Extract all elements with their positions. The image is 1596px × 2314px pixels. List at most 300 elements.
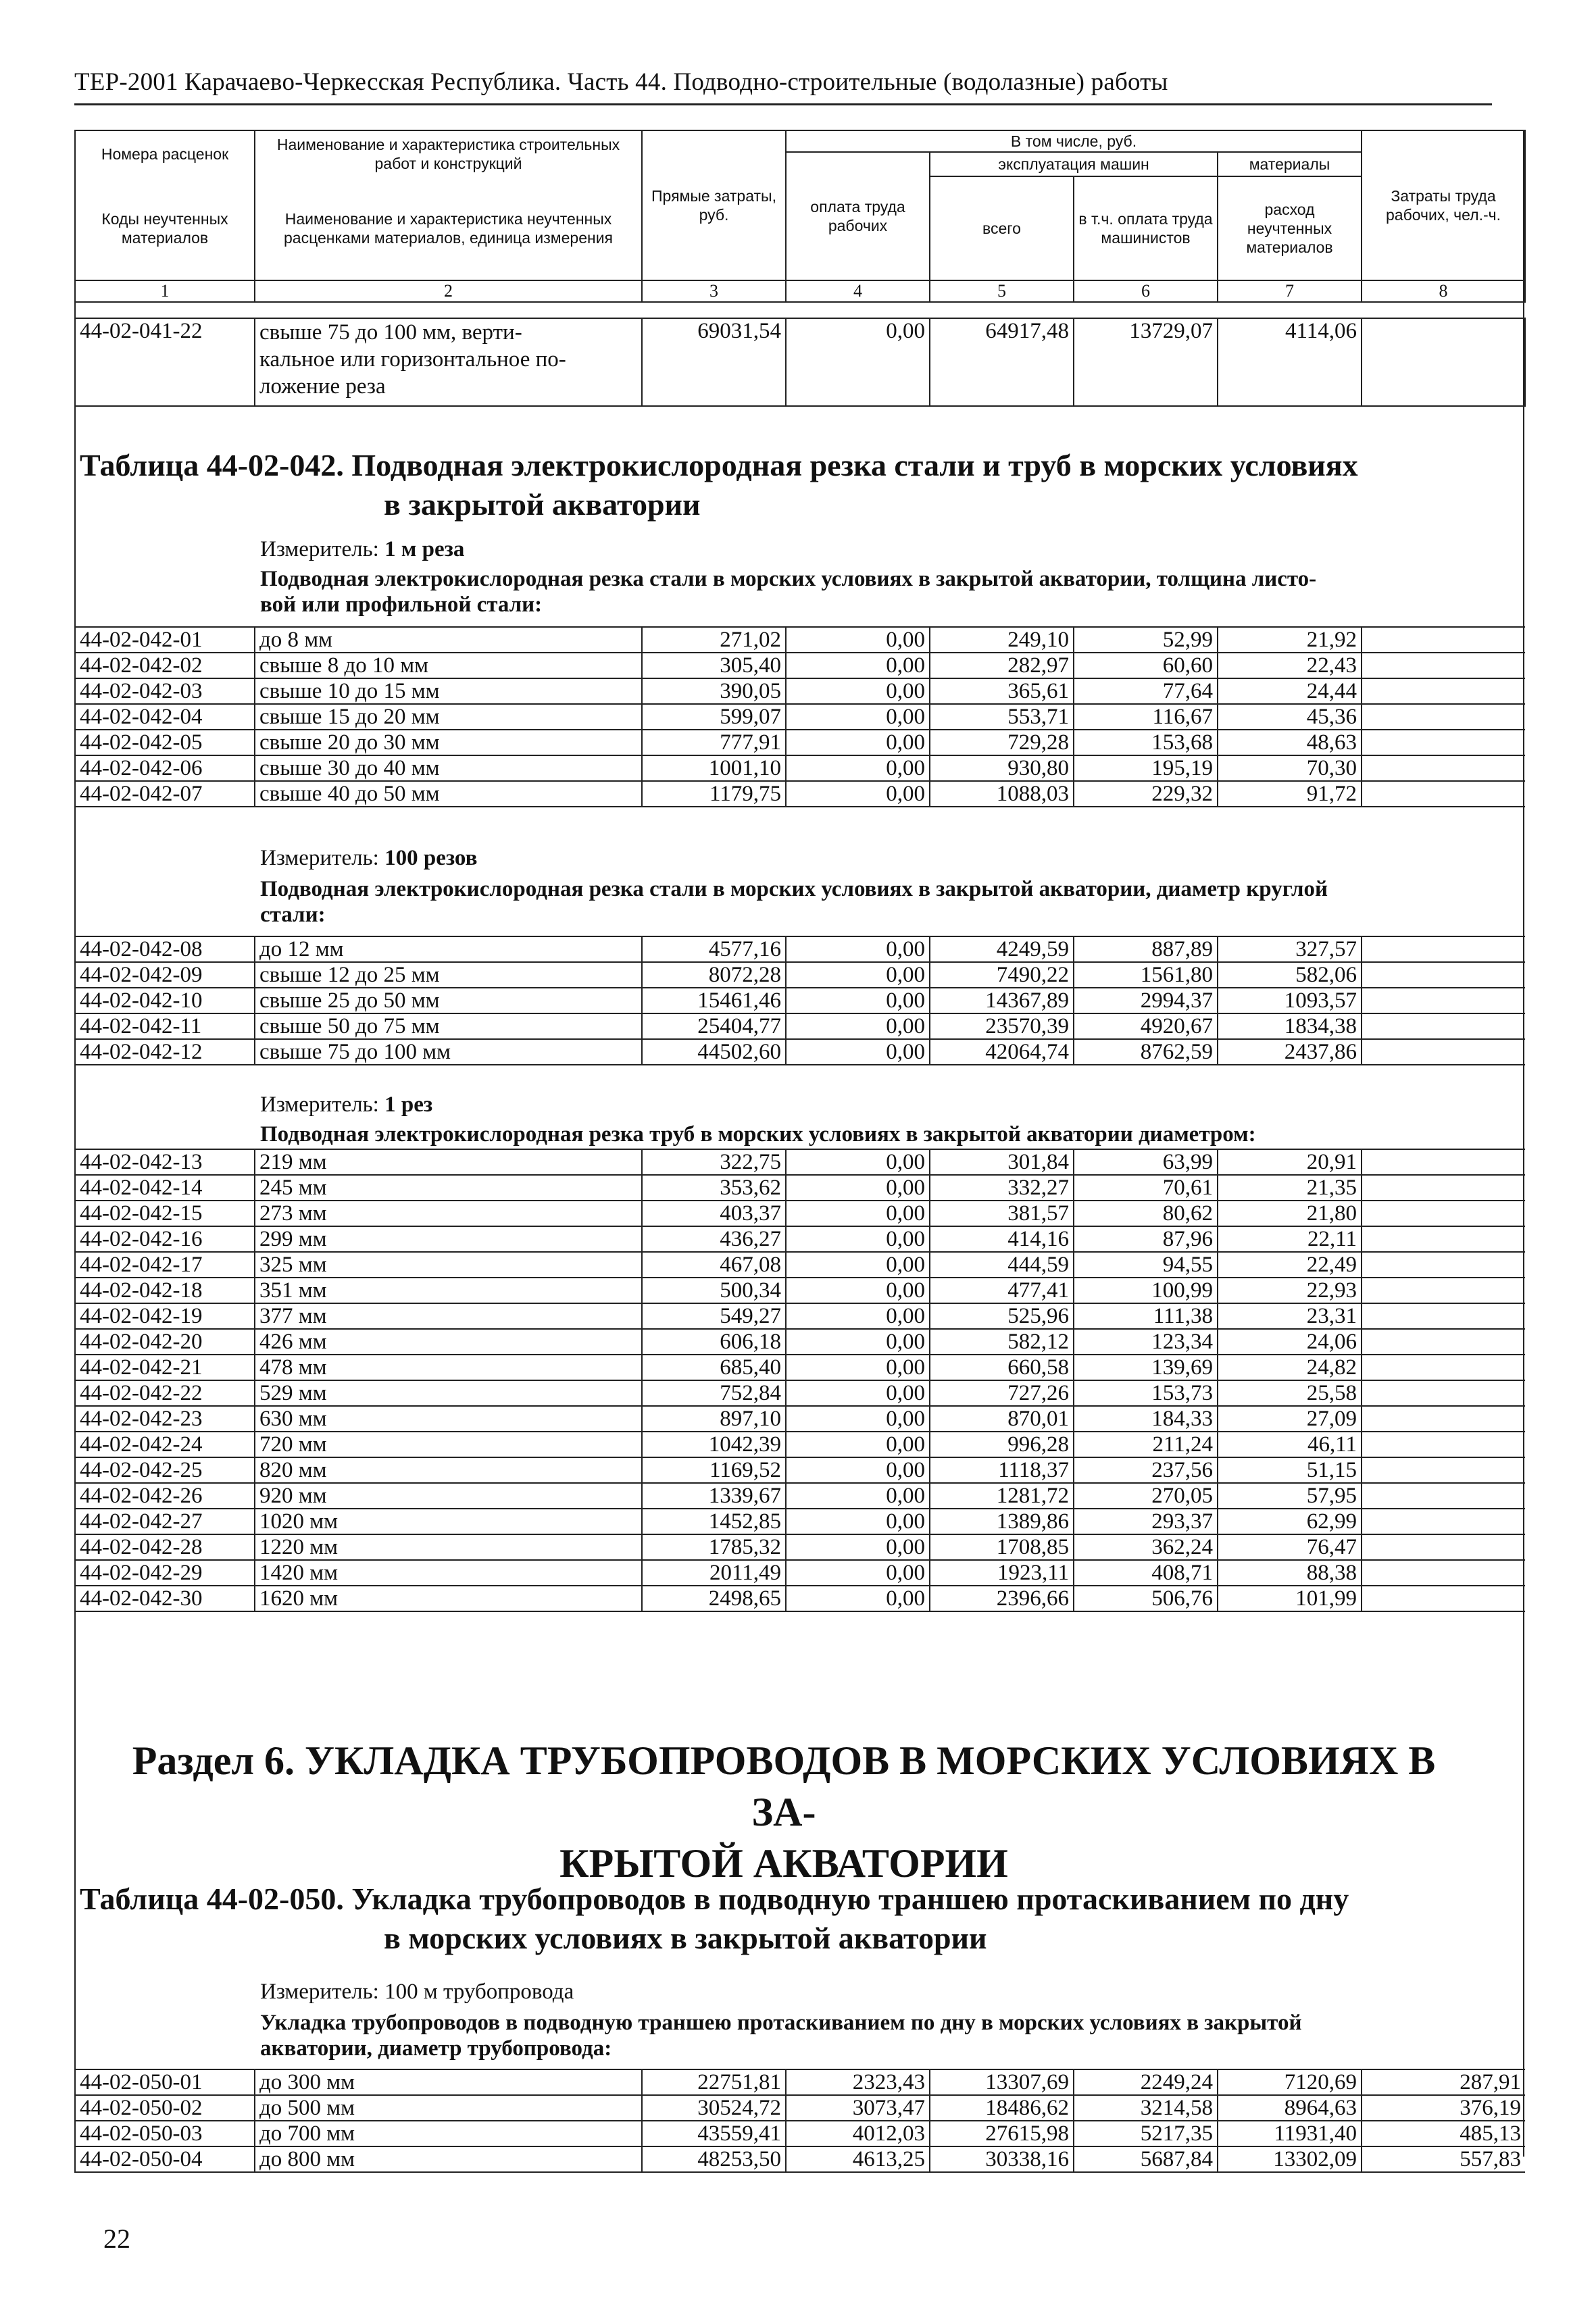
row-materials: 2437,86 xyxy=(1218,1039,1362,1065)
row-worker-pay: 0,00 xyxy=(786,1303,930,1329)
row-direct-costs: 1452,85 xyxy=(642,1509,786,1534)
unit-value: 1 рез xyxy=(384,1092,433,1117)
header-direct-costs: Прямые затраты, руб. xyxy=(642,130,786,280)
table-row xyxy=(75,1013,1525,1039)
row-labor-hours xyxy=(1362,653,1525,678)
row-materials: 21,80 xyxy=(1218,1201,1362,1226)
row-labor-hours xyxy=(1362,627,1525,653)
row-materials: 22,49 xyxy=(1218,1252,1362,1278)
row-machinist-pay: 229,32 xyxy=(1074,781,1218,807)
row-materials: 22,93 xyxy=(1218,1278,1362,1303)
unit-line xyxy=(260,846,1476,871)
row-machines-total: 729,28 xyxy=(930,730,1074,755)
row-name: свыше 50 до 75 мм xyxy=(255,1013,642,1039)
row-machines-total: 381,57 xyxy=(930,1201,1074,1226)
row-name: свыше 8 до 10 мм xyxy=(255,653,642,678)
row-materials: 88,38 xyxy=(1218,1560,1362,1586)
row-machines-total: 301,84 xyxy=(930,1149,1074,1175)
table-042-group2 xyxy=(74,936,1525,1065)
row-machinist-pay: 362,24 xyxy=(1074,1534,1218,1560)
row-code: 44-02-042-24 xyxy=(75,1432,255,1457)
row-worker-pay: 0,00 xyxy=(786,1175,930,1201)
row-worker-pay: 0,00 xyxy=(786,1039,930,1065)
unit-line xyxy=(260,1092,1476,1117)
header-machines: эксплуатация машин xyxy=(930,152,1218,176)
row-direct-costs: 15461,46 xyxy=(642,988,786,1013)
row-direct-costs: 685,40 xyxy=(642,1355,786,1380)
row-code: 44-02-042-25 xyxy=(75,1457,255,1483)
row-machines-total: 1389,86 xyxy=(930,1509,1074,1534)
row-code: 44-02-042-07 xyxy=(75,781,255,807)
row-machinist-pay: 153,73 xyxy=(1074,1380,1218,1406)
table-row xyxy=(75,1252,1525,1278)
unit-label: Измеритель: xyxy=(260,846,379,870)
row-labor-hours xyxy=(1362,1226,1525,1252)
row-labor-hours: 485,13 xyxy=(1362,2121,1525,2146)
row-code: 44-02-042-03 xyxy=(75,678,255,704)
row-worker-pay: 0,00 xyxy=(786,653,930,678)
col-number: 5 xyxy=(930,280,1074,302)
header-including: В том числе, руб. xyxy=(786,130,1362,152)
col-number: 6 xyxy=(1074,280,1218,302)
row-direct-costs: 22751,81 xyxy=(642,2069,786,2095)
row-materials: 27,09 xyxy=(1218,1406,1362,1432)
row-machines-total: 30338,16 xyxy=(930,2146,1074,2172)
row-code: 44-02-042-14 xyxy=(75,1175,255,1201)
table-row xyxy=(75,704,1525,730)
row-machinist-pay: 100,99 xyxy=(1074,1278,1218,1303)
row-worker-pay: 0,00 xyxy=(786,678,930,704)
row-labor-hours xyxy=(1362,1329,1525,1355)
row-labor-hours xyxy=(1362,1013,1525,1039)
row-machines-total: 870,01 xyxy=(930,1406,1074,1432)
row-name: 1620 мм xyxy=(255,1586,642,1611)
row-name: 245 мм xyxy=(255,1175,642,1201)
desc-line1: Укладка трубопроводов в подводную траншею протаскиванием по дну в морских условиях в закрытой xyxy=(260,2011,1302,2035)
row-labor-hours xyxy=(1362,1201,1525,1226)
header-materials: материалы xyxy=(1218,152,1362,176)
row-direct-costs: 1042,39 xyxy=(642,1432,786,1457)
desc-line2: вой или профильной стали: xyxy=(260,593,543,617)
row-direct-costs: 48253,50 xyxy=(642,2146,786,2172)
row-machines-total: 365,61 xyxy=(930,678,1074,704)
row-code: 44-02-042-04 xyxy=(75,704,255,730)
row-name xyxy=(255,318,642,406)
row-code: 44-02-042-19 xyxy=(75,1303,255,1329)
row-labor-hours xyxy=(1362,730,1525,755)
row-name: до 500 мм xyxy=(255,2095,642,2121)
row-machinist-pay: 3214,58 xyxy=(1074,2095,1218,2121)
row-direct-costs: 1179,75 xyxy=(642,781,786,807)
row-labor-hours xyxy=(1362,1560,1525,1586)
row-code: 44-02-042-08 xyxy=(75,936,255,962)
row-labor-hours xyxy=(1362,1149,1525,1175)
row-direct-costs: 777,91 xyxy=(642,730,786,755)
row-labor-hours xyxy=(1362,1509,1525,1534)
row-direct-costs: 403,37 xyxy=(642,1201,786,1226)
row-code: 44-02-042-27 xyxy=(75,1509,255,1534)
row-machines-total: 27615,98 xyxy=(930,2121,1074,2146)
row-materials: 24,82 xyxy=(1218,1355,1362,1380)
col-number: 8 xyxy=(1362,280,1525,302)
row-materials: 4114,06 xyxy=(1218,318,1362,406)
row-machines-total: 582,12 xyxy=(930,1329,1074,1355)
row-worker-pay: 0,00 xyxy=(786,1226,930,1252)
row-worker-pay: 0,00 xyxy=(786,1586,930,1611)
header-name-top: Наименование и характеристика строительных работ и конструкций xyxy=(255,130,642,176)
header-machinist-pay: в т.ч. оплата труда машинистов xyxy=(1074,176,1218,280)
row-machines-total: 14367,89 xyxy=(930,988,1074,1013)
table-row xyxy=(75,1303,1525,1329)
row-machinist-pay: 13729,07 xyxy=(1074,318,1218,406)
table-row xyxy=(75,1483,1525,1509)
row-labor-hours xyxy=(1362,318,1525,406)
table-row xyxy=(75,2095,1525,2121)
row-machinist-pay: 5687,84 xyxy=(1074,2146,1218,2172)
row-direct-costs: 436,27 xyxy=(642,1226,786,1252)
row-labor-hours: 287,91 xyxy=(1362,2069,1525,2095)
row-machines-total: 7490,22 xyxy=(930,962,1074,988)
header-codes-top: Номера расценок xyxy=(75,130,255,176)
table-row xyxy=(75,1457,1525,1483)
header-labor-hours: Затраты труда рабочих, чел.-ч. xyxy=(1362,130,1525,280)
row-machines-total: 553,71 xyxy=(930,704,1074,730)
unit-line xyxy=(260,537,1476,562)
col-number: 4 xyxy=(786,280,930,302)
row-machines-total: 2396,66 xyxy=(930,1586,1074,1611)
group-description xyxy=(260,566,1524,618)
row-worker-pay: 0,00 xyxy=(786,318,930,406)
row-code: 44-02-042-29 xyxy=(75,1560,255,1586)
row-machinist-pay: 237,56 xyxy=(1074,1457,1218,1483)
row-name: свыше 12 до 25 мм xyxy=(255,962,642,988)
header-worker-pay: оплата труда рабочих xyxy=(786,152,930,280)
table-042-group3 xyxy=(74,1149,1525,1612)
row-code: 44-02-050-02 xyxy=(75,2095,255,2121)
row-machinist-pay: 60,60 xyxy=(1074,653,1218,678)
row-code: 44-02-050-03 xyxy=(75,2121,255,2146)
row-worker-pay: 0,00 xyxy=(786,1380,930,1406)
table-050-title-line1: Таблица 44-02-050. Укладка трубопроводов в подводную траншею протаскиванием по дну xyxy=(80,1882,1349,1916)
row-name: свыше 40 до 50 мм xyxy=(255,781,642,807)
table-row xyxy=(75,988,1525,1013)
row-materials: 8964,63 xyxy=(1218,2095,1362,2121)
row-code: 44-02-042-30 xyxy=(75,1586,255,1611)
row-name: до 800 мм xyxy=(255,2146,642,2172)
row-labor-hours xyxy=(1362,1457,1525,1483)
row-labor-hours xyxy=(1362,678,1525,704)
row-materials: 11931,40 xyxy=(1218,2121,1362,2146)
row-name: до 8 мм xyxy=(255,627,642,653)
row-direct-costs: 500,34 xyxy=(642,1278,786,1303)
row-worker-pay: 0,00 xyxy=(786,730,930,755)
row-machines-total: 282,97 xyxy=(930,653,1074,678)
row-direct-costs: 25404,77 xyxy=(642,1013,786,1039)
row-name: 1020 мм xyxy=(255,1509,642,1534)
row-worker-pay: 0,00 xyxy=(786,962,930,988)
row-code: 44-02-042-11 xyxy=(75,1013,255,1039)
row-machines-total: 525,96 xyxy=(930,1303,1074,1329)
row-direct-costs: 305,40 xyxy=(642,653,786,678)
row-worker-pay: 4012,03 xyxy=(786,2121,930,2146)
row-materials: 45,36 xyxy=(1218,704,1362,730)
row-name: свыше 30 до 40 мм xyxy=(255,755,642,781)
row-code: 44-02-041-22 xyxy=(75,318,255,406)
row-materials: 22,43 xyxy=(1218,653,1362,678)
row-machinist-pay: 5217,35 xyxy=(1074,2121,1218,2146)
row-machinist-pay: 2249,24 xyxy=(1074,2069,1218,2095)
table-050-title-line2: в морских условиях в закрытой акватории xyxy=(384,1921,987,1955)
row-name: 273 мм xyxy=(255,1201,642,1226)
row-machines-total: 64917,48 xyxy=(930,318,1074,406)
row-direct-costs: 322,75 xyxy=(642,1149,786,1175)
row-labor-hours xyxy=(1362,1278,1525,1303)
row-direct-costs: 2011,49 xyxy=(642,1560,786,1586)
row-machines-total: 1281,72 xyxy=(930,1483,1074,1509)
row-code: 44-02-042-26 xyxy=(75,1483,255,1509)
row-direct-costs: 467,08 xyxy=(642,1252,786,1278)
row-machines-total: 42064,74 xyxy=(930,1039,1074,1065)
desc-line2: акватории, диаметр трубопровода: xyxy=(260,2036,612,2061)
row-machinist-pay: 94,55 xyxy=(1074,1252,1218,1278)
row-name: 351 мм xyxy=(255,1278,642,1303)
row-machines-total: 332,27 xyxy=(930,1175,1074,1201)
table-row xyxy=(75,1560,1525,1586)
header-machines-total: всего xyxy=(930,176,1074,280)
row-materials: 582,06 xyxy=(1218,962,1362,988)
desc-line1: Подводная электрокислородная резка труб в морских условиях в закрытой акватории диаметром: xyxy=(260,1122,1256,1147)
row-name: 325 мм xyxy=(255,1252,642,1278)
row-materials: 22,11 xyxy=(1218,1226,1362,1252)
row-machinist-pay: 70,61 xyxy=(1074,1175,1218,1201)
row-code: 44-02-042-13 xyxy=(75,1149,255,1175)
row-code: 44-02-042-20 xyxy=(75,1329,255,1355)
row-machinist-pay: 195,19 xyxy=(1074,755,1218,781)
row-code: 44-02-042-06 xyxy=(75,755,255,781)
row-name: 1220 мм xyxy=(255,1534,642,1560)
row-name: свыше 10 до 15 мм xyxy=(255,678,642,704)
table-row xyxy=(75,936,1525,962)
row-worker-pay: 0,00 xyxy=(786,704,930,730)
row-name: 630 мм xyxy=(255,1406,642,1432)
row-materials: 91,72 xyxy=(1218,781,1362,807)
row-machinist-pay: 8762,59 xyxy=(1074,1039,1218,1065)
row-worker-pay: 0,00 xyxy=(786,627,930,653)
row-name: свыше 20 до 30 мм xyxy=(255,730,642,755)
page-header: ТЕР-2001 Карачаево-Черкесская Республика. Часть 44. Подводно-строительные (водолазные) работы xyxy=(74,68,1492,105)
row-name: 377 мм xyxy=(255,1303,642,1329)
unit-value: 100 м трубопровода xyxy=(384,1980,574,2004)
desc-line1: Подводная электрокислородная резка стали в морских условиях в закрытой акватории, толщина листо- xyxy=(260,567,1317,591)
row-materials: 7120,69 xyxy=(1218,2069,1362,2095)
row-name: 1420 мм xyxy=(255,1560,642,1586)
row-machinist-pay: 52,99 xyxy=(1074,627,1218,653)
row-direct-costs: 390,05 xyxy=(642,678,786,704)
row-direct-costs: 2498,65 xyxy=(642,1586,786,1611)
row-code: 44-02-042-02 xyxy=(75,653,255,678)
row-direct-costs: 30524,72 xyxy=(642,2095,786,2121)
row-machinist-pay: 87,96 xyxy=(1074,1226,1218,1252)
table-050-rows xyxy=(74,2069,1525,2173)
row-name: 920 мм xyxy=(255,1483,642,1509)
table-row xyxy=(75,1534,1525,1560)
row-machinist-pay: 80,62 xyxy=(1074,1201,1218,1226)
table-row xyxy=(75,962,1525,988)
row-materials: 24,44 xyxy=(1218,678,1362,704)
group-description xyxy=(260,1122,1524,1147)
row-machines-total: 727,26 xyxy=(930,1380,1074,1406)
row-labor-hours xyxy=(1362,1175,1525,1201)
row-machines-total: 477,41 xyxy=(930,1278,1074,1303)
row-worker-pay: 0,00 xyxy=(786,755,930,781)
row-worker-pay: 0,00 xyxy=(786,1149,930,1175)
header-name-bottom: Наименование и характеристика неучтенных расценками материалов, единица измерения xyxy=(255,176,642,280)
row-machinist-pay: 211,24 xyxy=(1074,1432,1218,1457)
row-direct-costs: 69031,54 xyxy=(642,318,786,406)
row-worker-pay: 2323,43 xyxy=(786,2069,930,2095)
unit-label: Измеритель: xyxy=(260,1980,379,2004)
row-labor-hours xyxy=(1362,1355,1525,1380)
row-materials: 20,91 xyxy=(1218,1149,1362,1175)
row-code: 44-02-042-12 xyxy=(75,1039,255,1065)
row-worker-pay: 0,00 xyxy=(786,1013,930,1039)
row-labor-hours xyxy=(1362,1252,1525,1278)
row-materials: 1093,57 xyxy=(1218,988,1362,1013)
row-code: 44-02-042-28 xyxy=(75,1534,255,1560)
row-machinist-pay: 77,64 xyxy=(1074,678,1218,704)
row-machinist-pay: 506,76 xyxy=(1074,1586,1218,1611)
row-code: 44-02-042-21 xyxy=(75,1355,255,1380)
table-row xyxy=(75,2121,1525,2146)
row-code: 44-02-042-09 xyxy=(75,962,255,988)
row-direct-costs: 1169,52 xyxy=(642,1457,786,1483)
table-042-title-line2: в закрытой акватории xyxy=(384,487,701,522)
row-worker-pay: 0,00 xyxy=(786,988,930,1013)
row-name: 219 мм xyxy=(255,1149,642,1175)
row-materials: 62,99 xyxy=(1218,1509,1362,1534)
table-row xyxy=(75,678,1525,704)
table-row xyxy=(75,1406,1525,1432)
row-machinist-pay: 270,05 xyxy=(1074,1483,1218,1509)
page-number: 22 xyxy=(103,2223,130,2254)
table-row xyxy=(75,627,1525,653)
row-direct-costs: 549,27 xyxy=(642,1303,786,1329)
row-worker-pay: 0,00 xyxy=(786,1278,930,1303)
row-materials: 23,31 xyxy=(1218,1303,1362,1329)
section-6-line1: Раздел 6. УКЛАДКА ТРУБОПРОВОДОВ В МОРСКИХ УСЛОВИЯХ В ЗА- xyxy=(132,1738,1436,1834)
row-labor-hours: 557,83 xyxy=(1362,2146,1525,2172)
row-materials: 21,92 xyxy=(1218,627,1362,653)
row-machines-total: 1708,85 xyxy=(930,1534,1074,1560)
section-6-title xyxy=(108,1735,1460,1889)
header-codes-bottom: Коды неучтенных материалов xyxy=(75,176,255,280)
unit-label: Измеритель: xyxy=(260,537,379,561)
table-042-title xyxy=(80,446,1526,524)
row-labor-hours xyxy=(1362,1534,1525,1560)
row-direct-costs: 44502,60 xyxy=(642,1039,786,1065)
row-machinist-pay: 2994,37 xyxy=(1074,988,1218,1013)
row-materials: 70,30 xyxy=(1218,755,1362,781)
row-code: 44-02-042-17 xyxy=(75,1252,255,1278)
row-worker-pay: 4613,25 xyxy=(786,2146,930,2172)
group-description xyxy=(260,2010,1524,2061)
table-row xyxy=(75,2146,1525,2172)
unit-label: Измеритель: xyxy=(260,1092,379,1117)
row-direct-costs: 1001,10 xyxy=(642,755,786,781)
row-worker-pay: 0,00 xyxy=(786,781,930,807)
row-name: 478 мм xyxy=(255,1355,642,1380)
row-machinist-pay: 4920,67 xyxy=(1074,1013,1218,1039)
unit-line xyxy=(260,1980,1476,2005)
row-worker-pay: 0,00 xyxy=(786,1406,930,1432)
row-machinist-pay: 123,34 xyxy=(1074,1329,1218,1355)
header-unaccounted-materials: расход неучтенных материалов xyxy=(1218,176,1362,280)
row-machines-total: 1118,37 xyxy=(930,1457,1074,1483)
row-labor-hours xyxy=(1362,1303,1525,1329)
row-machines-total: 4249,59 xyxy=(930,936,1074,962)
row-code: 44-02-042-18 xyxy=(75,1278,255,1303)
row-direct-costs: 8072,28 xyxy=(642,962,786,988)
row-machines-total: 249,10 xyxy=(930,627,1074,653)
row-machinist-pay: 111,38 xyxy=(1074,1303,1218,1329)
table-row xyxy=(75,781,1525,807)
row-worker-pay: 3073,47 xyxy=(786,2095,930,2121)
row-labor-hours xyxy=(1362,704,1525,730)
unit-value: 100 резов xyxy=(384,846,478,870)
col-number: 2 xyxy=(255,280,642,302)
row-materials: 1834,38 xyxy=(1218,1013,1362,1039)
row-name: 529 мм xyxy=(255,1380,642,1406)
row-code: 44-02-050-04 xyxy=(75,2146,255,2172)
row-machines-total: 1088,03 xyxy=(930,781,1074,807)
row-labor-hours xyxy=(1362,1380,1525,1406)
row-machinist-pay: 63,99 xyxy=(1074,1149,1218,1175)
row-worker-pay: 0,00 xyxy=(786,1483,930,1509)
row-machines-total: 996,28 xyxy=(930,1432,1074,1457)
row-code: 44-02-042-01 xyxy=(75,627,255,653)
row-materials: 51,15 xyxy=(1218,1457,1362,1483)
row-materials: 21,35 xyxy=(1218,1175,1362,1201)
row-labor-hours xyxy=(1362,1406,1525,1432)
table-row xyxy=(75,730,1525,755)
row-direct-costs: 43559,41 xyxy=(642,2121,786,2146)
table-row xyxy=(75,1432,1525,1457)
row-materials: 327,57 xyxy=(1218,936,1362,962)
section-6-line2: КРЫТОЙ АКВАТОРИИ xyxy=(559,1841,1008,1886)
row-name-line: кальное или горизонтальное по- xyxy=(259,347,566,372)
row-labor-hours xyxy=(1362,1432,1525,1457)
row-worker-pay: 0,00 xyxy=(786,1329,930,1355)
row-materials: 13302,09 xyxy=(1218,2146,1362,2172)
row-code: 44-02-050-01 xyxy=(75,2069,255,2095)
row-machines-total: 660,58 xyxy=(930,1355,1074,1380)
first-row-table xyxy=(74,318,1526,407)
row-worker-pay: 0,00 xyxy=(786,1252,930,1278)
row-labor-hours xyxy=(1362,936,1525,962)
row-direct-costs: 752,84 xyxy=(642,1380,786,1406)
table-042-title-line1: Таблица 44-02-042. Подводная электрокислородная резка стали и труб в морских условиях xyxy=(80,448,1358,482)
row-worker-pay: 0,00 xyxy=(786,1457,930,1483)
row-labor-hours xyxy=(1362,988,1525,1013)
row-materials: 57,95 xyxy=(1218,1483,1362,1509)
table-row xyxy=(75,1380,1525,1406)
row-code: 44-02-042-10 xyxy=(75,988,255,1013)
row-name-line: ложение реза xyxy=(259,374,386,399)
row-machinist-pay: 293,37 xyxy=(1074,1509,1218,1534)
row-labor-hours xyxy=(1362,755,1525,781)
row-machines-total: 18486,62 xyxy=(930,2095,1074,2121)
col-number: 3 xyxy=(642,280,786,302)
